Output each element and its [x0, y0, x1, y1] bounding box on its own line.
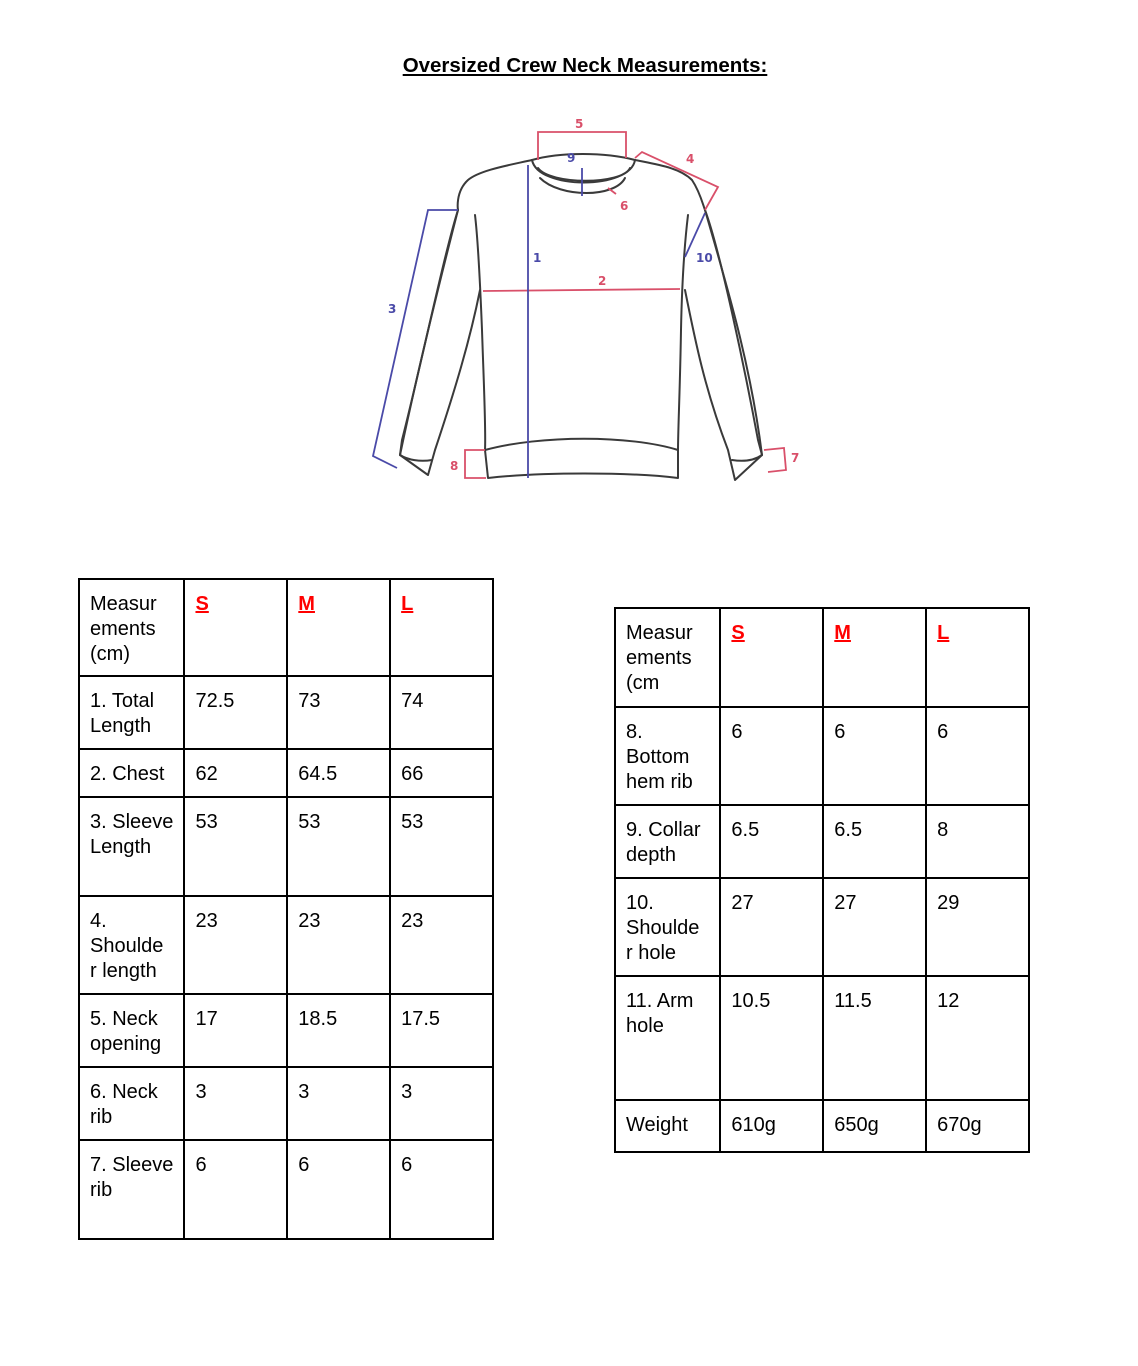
- row-label: 3. Sleeve Length: [79, 797, 184, 896]
- cell-value-s: 53: [184, 797, 287, 896]
- cell-value-m: 3: [287, 1067, 390, 1140]
- table-row: [79, 1067, 493, 1140]
- row-label: 10. Shoulde r hole: [615, 878, 720, 976]
- header-cell-measurements: Measur ements (cm: [615, 608, 720, 707]
- table-header-row: [79, 579, 493, 676]
- diagram-label-7: 7: [791, 451, 800, 465]
- row-label: Weight: [615, 1100, 720, 1152]
- cell-value-s: 72.5: [184, 676, 287, 749]
- header-cell-size-l: [390, 579, 493, 676]
- cell-value-s: 610g: [720, 1100, 823, 1152]
- cell-value-s: 6: [720, 707, 823, 805]
- size-m-label: M: [834, 622, 851, 644]
- cell-value-s: 23: [184, 896, 287, 994]
- row-label: 11. Arm hole: [615, 976, 720, 1100]
- table-row: [79, 797, 493, 896]
- row-label: 7. Sleeve rib: [79, 1140, 184, 1239]
- cell-value-l: 670g: [926, 1100, 1029, 1152]
- cell-value-s: 10.5: [720, 976, 823, 1100]
- cell-value-l: 53: [390, 797, 493, 896]
- cell-value-m: 18.5: [287, 994, 390, 1067]
- size-l-label: L: [937, 622, 950, 644]
- row-label: 1. Total Length: [79, 676, 184, 749]
- cell-value-l: 8: [926, 805, 1029, 878]
- table-row: [79, 676, 493, 749]
- size-s-label: S: [195, 593, 209, 615]
- table-row: [79, 1140, 493, 1239]
- cell-value-s: 62: [184, 749, 287, 797]
- cell-value-s: 27: [720, 878, 823, 976]
- cell-value-m: 6: [287, 1140, 390, 1239]
- row-label: 6. Neck rib: [79, 1067, 184, 1140]
- cell-value-l: 17.5: [390, 994, 493, 1067]
- cell-value-m: 53: [287, 797, 390, 896]
- diagram-label-4: 4: [686, 152, 695, 166]
- row-label: 9. Collar depth: [615, 805, 720, 878]
- cell-value-s: 3: [184, 1067, 287, 1140]
- diagram-label-1: 1: [533, 251, 542, 265]
- header-cell-size-s: [720, 608, 823, 707]
- cell-value-m: 6: [823, 707, 926, 805]
- cell-value-m: 64.5: [287, 749, 390, 797]
- cell-value-m: 11.5: [823, 976, 926, 1100]
- cell-value-l: 6: [390, 1140, 493, 1239]
- header-cell-size-m: [287, 579, 390, 676]
- row-label: 8. Bottom hem rib: [615, 707, 720, 805]
- size-l-label: L: [401, 593, 414, 615]
- size-m-label: M: [298, 593, 315, 615]
- table-row: [615, 1100, 1029, 1152]
- cell-value-l: 29: [926, 878, 1029, 976]
- header-cell-size-m: [823, 608, 926, 707]
- row-label: 5. Neck opening: [79, 994, 184, 1067]
- measurements-table-right: [614, 607, 1030, 1153]
- row-label: 4. Shoulde r length: [79, 896, 184, 994]
- table-row: [615, 805, 1029, 878]
- header-cell-size-l: [926, 608, 1029, 707]
- sweater-measurement-diagram: [360, 110, 820, 490]
- cell-value-m: 6.5: [823, 805, 926, 878]
- measurements-table-left: [78, 578, 494, 1240]
- table-row: [79, 749, 493, 797]
- cell-value-s: 6.5: [720, 805, 823, 878]
- cell-value-l: 6: [926, 707, 1029, 805]
- table-row: [615, 878, 1029, 976]
- diagram-label-5: 5: [575, 117, 584, 131]
- diagram-label-6: 6: [620, 199, 629, 213]
- cell-value-l: 23: [390, 896, 493, 994]
- cell-value-m: 27: [823, 878, 926, 976]
- cell-value-l: 66: [390, 749, 493, 797]
- cell-value-m: 650g: [823, 1100, 926, 1152]
- table-header-row: [615, 608, 1029, 707]
- cell-value-m: 23: [287, 896, 390, 994]
- header-cell-size-s: [184, 579, 287, 676]
- diagram-label-8: 8: [450, 459, 459, 473]
- cell-value-s: 6: [184, 1140, 287, 1239]
- row-label: 2. Chest: [79, 749, 184, 797]
- diagram-label-10: 10: [696, 251, 713, 265]
- header-cell-measurements: Measur ements (cm): [79, 579, 184, 676]
- cell-value-l: 12: [926, 976, 1029, 1100]
- table-row: [79, 994, 493, 1067]
- diagram-label-3: 3: [388, 302, 397, 316]
- table-row: [615, 976, 1029, 1100]
- cell-value-s: 17: [184, 994, 287, 1067]
- table-row: [615, 707, 1029, 805]
- page-title: Oversized Crew Neck Measurements:: [402, 54, 768, 77]
- cell-value-l: 3: [390, 1067, 493, 1140]
- diagram-label-2: 2: [598, 274, 607, 288]
- size-s-label: S: [731, 622, 745, 644]
- cell-value-m: 73: [287, 676, 390, 749]
- cell-value-l: 74: [390, 676, 493, 749]
- table-row: [79, 896, 493, 994]
- diagram-label-9: 9: [567, 151, 576, 165]
